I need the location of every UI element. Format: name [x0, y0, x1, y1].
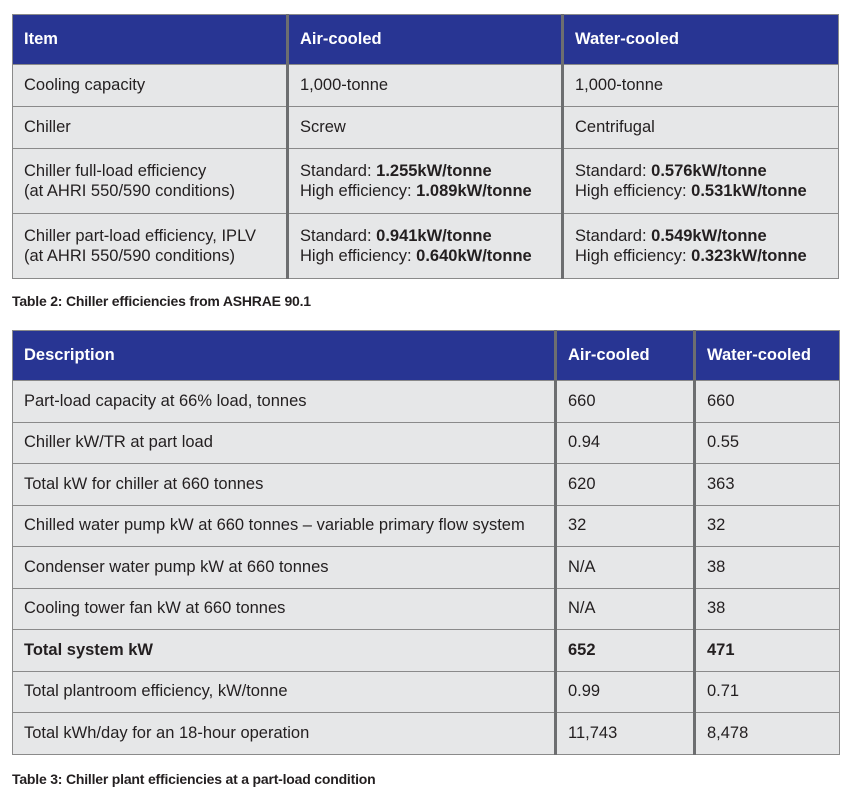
water-cooled-cell: 8,478 — [695, 713, 840, 755]
standard-label: Standard: — [575, 162, 652, 180]
row-label-line1: Chiller part-load efficiency, IPLV — [24, 227, 257, 245]
air-cooled-cell: 1,000-tonne — [288, 65, 563, 107]
table-row — [13, 588, 840, 630]
high-efficiency-label: High efficiency: — [575, 182, 692, 200]
air-cooled-cell — [288, 149, 563, 214]
water-cooled-cell: 0.55 — [695, 422, 840, 464]
row-label — [13, 214, 288, 279]
header-water-cooled: Water-cooled — [563, 15, 839, 65]
high-efficiency-label: High efficiency: — [300, 247, 417, 265]
high-efficiency-value: 1.089kW/tonne — [416, 182, 532, 200]
row-label: Cooling tower fan kW at 660 tonnes — [13, 588, 556, 630]
table-row — [13, 505, 840, 547]
row-label — [13, 149, 288, 214]
table-row — [13, 149, 839, 214]
chiller-efficiency-table — [12, 14, 839, 279]
air-cooled-cell: 0.99 — [556, 671, 695, 713]
water-cooled-cell: 38 — [695, 588, 840, 630]
row-label: Total system kW — [13, 630, 556, 672]
water-cooled-cell — [563, 149, 839, 214]
air-cooled-cell: 652 — [556, 630, 695, 672]
high-efficiency-value: 0.323kW/tonne — [691, 247, 807, 265]
high-efficiency-label: High efficiency: — [575, 247, 692, 265]
air-cooled-cell: N/A — [556, 588, 695, 630]
table-row — [13, 422, 840, 464]
table3-body — [13, 381, 840, 755]
row-label-line2: (at AHRI 550/590 conditions) — [24, 182, 235, 200]
table3-caption: Table 3: Chiller plant efficiencies at a part-load condition — [12, 771, 376, 787]
high-efficiency-value: 0.640kW/tonne — [416, 247, 532, 265]
water-cooled-cell: 0.71 — [695, 671, 840, 713]
standard-value: 0.576kW/tonne — [651, 162, 767, 180]
table-row — [13, 214, 839, 279]
standard-label: Standard: — [300, 227, 377, 245]
water-cooled-cell: 32 — [695, 505, 840, 547]
high-efficiency-label: High efficiency: — [300, 182, 417, 200]
header-water-cooled: Water-cooled — [695, 331, 840, 381]
water-cooled-cell: 660 — [695, 381, 840, 423]
water-cooled-cell: 471 — [695, 630, 840, 672]
air-cooled-cell: 11,743 — [556, 713, 695, 755]
water-cooled-cell: 38 — [695, 547, 840, 589]
row-label-line2: (at AHRI 550/590 conditions) — [24, 247, 235, 265]
table-row — [13, 630, 840, 672]
high-efficiency-value: 0.531kW/tonne — [691, 182, 807, 200]
table-row — [13, 713, 840, 755]
air-cooled-cell: N/A — [556, 547, 695, 589]
row-label: Total kWh/day for an 18-hour operation — [13, 713, 556, 755]
row-label: Cooling capacity — [13, 65, 288, 107]
table-row — [13, 107, 839, 149]
table2-caption: Table 2: Chiller efficiencies from ASHRAE 90.1 — [12, 293, 311, 309]
air-cooled-cell: 32 — [556, 505, 695, 547]
standard-label: Standard: — [575, 227, 652, 245]
standard-value: 0.549kW/tonne — [651, 227, 767, 245]
water-cooled-cell: Centrifugal — [563, 107, 839, 149]
row-label-line1: Chiller full-load efficiency — [24, 162, 207, 180]
table-row — [13, 464, 840, 506]
air-cooled-cell: 660 — [556, 381, 695, 423]
table-header-row — [13, 331, 840, 381]
row-label: Condenser water pump kW at 660 tonnes — [13, 547, 556, 589]
standard-label: Standard: — [300, 162, 377, 180]
table-row — [13, 381, 840, 423]
row-label: Part-load capacity at 66% load, tonnes — [13, 381, 556, 423]
water-cooled-cell: 363 — [695, 464, 840, 506]
row-label: Chilled water pump kW at 660 tonnes – variable primary flow system — [13, 505, 556, 547]
table-header-row — [13, 15, 839, 65]
air-cooled-cell: 0.94 — [556, 422, 695, 464]
row-label: Total kW for chiller at 660 tonnes — [13, 464, 556, 506]
table-row — [13, 671, 840, 713]
standard-value: 1.255kW/tonne — [376, 162, 492, 180]
header-air-cooled: Air-cooled — [288, 15, 563, 65]
row-label: Chiller — [13, 107, 288, 149]
water-cooled-cell: 1,000-tonne — [563, 65, 839, 107]
chiller-plant-efficiency-table — [12, 330, 840, 755]
header-item: Item — [13, 15, 288, 65]
table-row — [13, 65, 839, 107]
air-cooled-cell: Screw — [288, 107, 563, 149]
header-air-cooled: Air-cooled — [556, 331, 695, 381]
row-label: Chiller kW/TR at part load — [13, 422, 556, 464]
standard-value: 0.941kW/tonne — [376, 227, 492, 245]
air-cooled-cell: 620 — [556, 464, 695, 506]
table-row — [13, 547, 840, 589]
air-cooled-cell — [288, 214, 563, 279]
row-label: Total plantroom efficiency, kW/tonne — [13, 671, 556, 713]
water-cooled-cell — [563, 214, 839, 279]
header-description: Description — [13, 331, 556, 381]
